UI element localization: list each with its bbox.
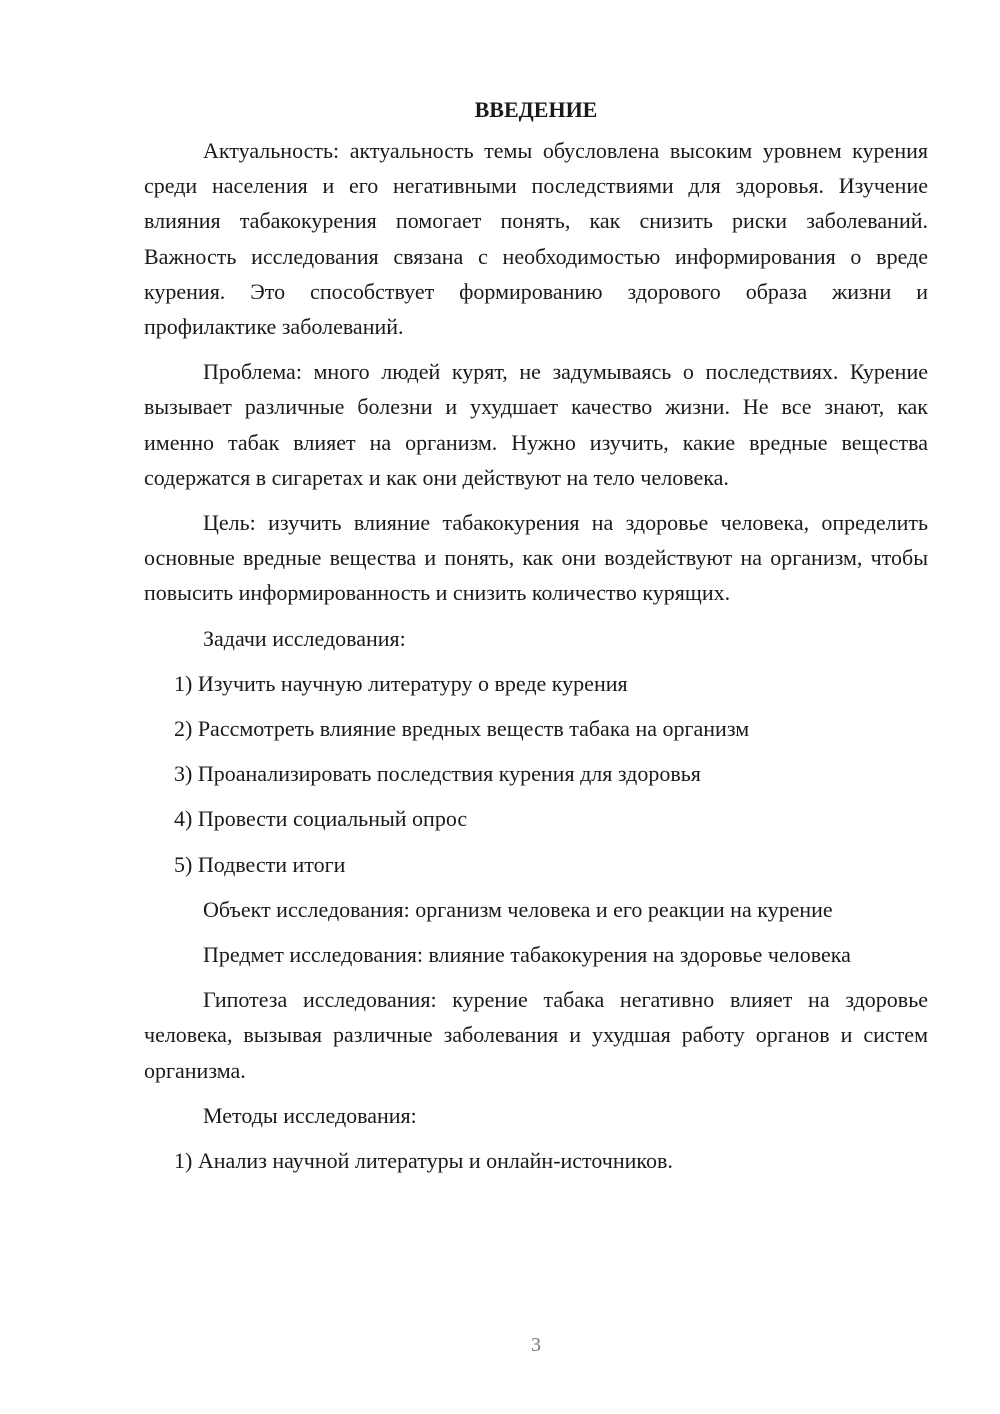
task-item: 5) Подвести итоги	[174, 851, 346, 877]
methods-title: Методы исследования:	[203, 1102, 417, 1128]
task-item: 3) Проанализировать последствия курения для здоровья	[174, 761, 701, 787]
hypothesis-paragraph: Гипотеза исследования: курение табака негативно влияет на здоровье человека, вызывая различные заболевания и ухудшая работу органов и систем организма.	[144, 987, 928, 1083]
problem-paragraph: Проблема: много людей курят, не задумываясь о последствиях. Курение вызывает различные болезни и ухудшает качество жизни. Не все знают, как именно табак влияет на организм. Нужно изучить, какие вредные вещества содержатся в сигаретах и как они действуют на тело человека.	[144, 359, 928, 490]
task-item: 2) Рассмотреть влияние вредных веществ табака на организм	[174, 716, 750, 742]
tasks-title: Задачи исследования:	[203, 625, 406, 651]
document-page	[144, 92, 928, 1188]
object-paragraph: Объект исследования: организм человека и его реакции на курение	[203, 896, 833, 922]
section-heading: ВВЕДЕНИЕ	[474, 97, 598, 122]
method-item: 1) Анализ научной литературы и онлайн-источников.	[174, 1148, 673, 1174]
goal-paragraph: Цель: изучить влияние табакокурения на здоровье человека, определить основные вредные вещества и понять, как они воздействуют на организм, чтобы повысить информированность и снизить количество курящих.	[144, 510, 928, 606]
page-number: 3	[531, 1334, 541, 1356]
relevance-paragraph: Актуальность: актуальность темы обусловлена высоким уровнем курения среди населения и его негативными последствиями для здоровья. Изучение влияния табакокурения помогает понять, как снизить риски заболеваний. Важность исследования связана с необходимостью информирования о вреде курения. Это способствует формированию здорового образа жизни и профилактике заболеваний.	[144, 138, 928, 340]
subject-paragraph: Предмет исследования: влияние табакокурения на здоровье человека	[203, 942, 851, 968]
task-item: 4) Провести социальный опрос	[174, 806, 468, 832]
task-item: 1) Изучить научную литературу о вреде курения	[174, 670, 628, 696]
